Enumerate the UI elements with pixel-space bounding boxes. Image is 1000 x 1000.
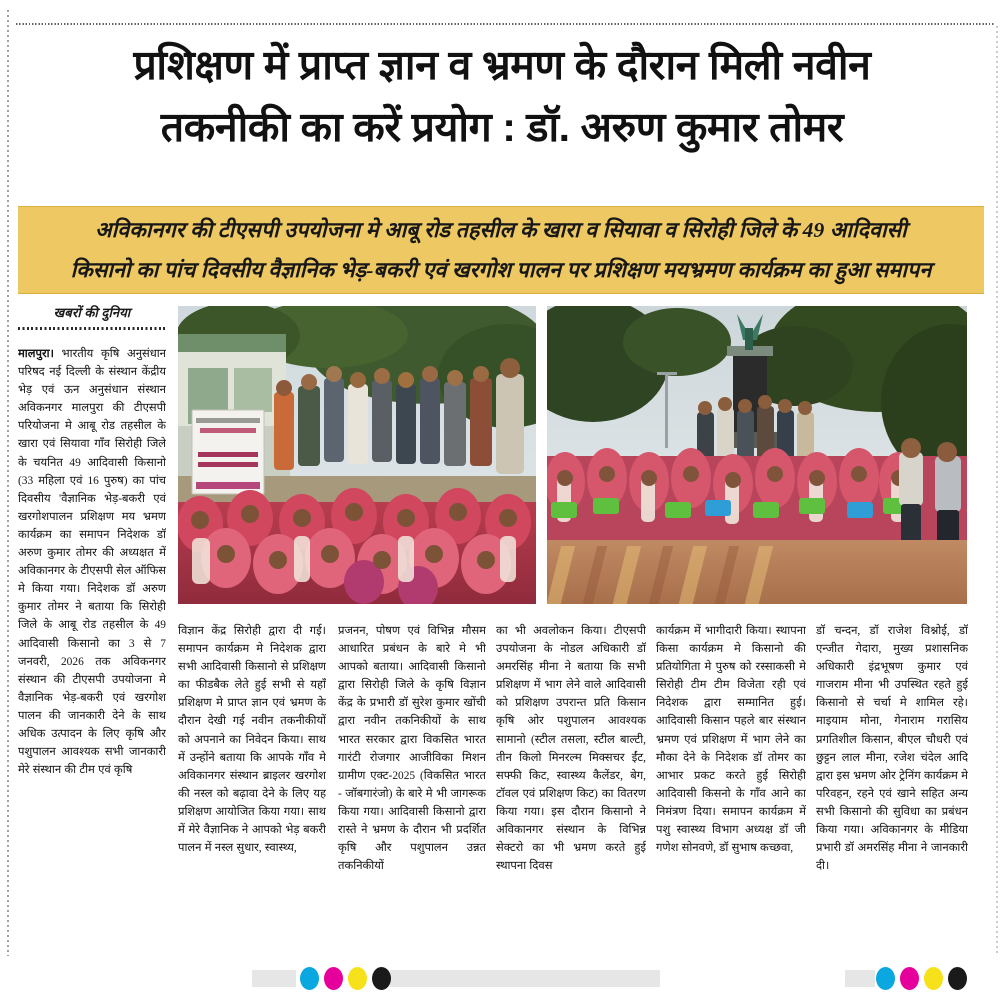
body-column-2: विज्ञान केंद्र सिरोही द्वारा दी गई। समापन कार्यक्रम मे निदेशक द्वारा सभी आदिवासी किसानो से प्रशिक्षण का फीडबैक लेते हुई सभी से यहाँ प्रशिक्षण मे प्राप्त ज्ञान एवं भ्रमण के दौरान देखी गई नवीन तकनीकीयों को अपनाने का निवेदन किया। साथ में उन्होंने बताया कि आपके गाँव मे अविकानगर संस्थान ब्राइलर खरगोश की नस्ल को बढ़ावा देने के लिए यह प्रशिक्षण आयोजित किया गया। साथ में मेरे वैज्ञानिक ने आपको भेड़ बकरी पालन में नस्ल सुधार, स्वास्थ्य, bbox=[178, 625, 326, 855]
registration-strip-right bbox=[845, 970, 875, 987]
body-column-3: प्रजनन, पोषण एवं विभिन्न मौसम आधारित प्रबंधन के बारे मे भी आपको बताया। आदिवासी किसानो द्वारा सिरोही जिले के कृषि विज्ञान केंद्र के प्रभारी डॉ सुरेश कुमार खोंची द्वारा नवीन तकनिकीयों के साथ भारत सरकार द्वारा विकसित भारत गारंटी रोजगार आजीविका मिशन ग्रामीण एक्ट-2025 (विकसित भारत - जॉबगारंजो) के बारे मे भी जागरूक किया गया। आदिवासी किसानो द्वारा रास्ते ने भ्रमण के दौरान भी प्रदर्शित कृषि और पशुपालन उन्नत तकनिकीयों bbox=[338, 625, 486, 873]
photo-group-with-banner bbox=[178, 306, 536, 604]
body-column-4: का भी अवलोकन किया। टीएसपी उपयोजना के नोडल अधिकारी डॉ अमरसिंह मीना ने बताया कि सभी प्रशिक्षण में भाग लेने वाले आदिवासी को प्रशिक्षण उपरान्त प्रति किसान कृषि ओर पशुपालन आवश्यक सामानो (स्टील तसला, स्टील बाल्टी, तीन किलो मिनरल्म मिक्सचर ईंट, सफ्फी किट, स्वास्थ्य कैलेंडर, बेग, टॉवल एवं प्रशिक्षण किट) का वितरण किया गया। इस दौरान किसानो ने अविकानगर संस्थान के विभिन्न सेक्टरो का भी भ्रमण करते हुई स्थापना दिवस bbox=[496, 625, 646, 873]
crop-mark-top bbox=[16, 23, 994, 25]
photo-left-graphic bbox=[178, 306, 536, 604]
black-dot-icon bbox=[948, 967, 967, 990]
yellow-dot-icon bbox=[348, 967, 367, 990]
registration-strip-center bbox=[390, 970, 660, 987]
kicker-block bbox=[18, 303, 166, 330]
subheading-line-2: किसानो का पांच दिवसीय वैज्ञानिक भेड़-बकरी एवं खरगोश पालन पर प्रशिक्षण मयभ्रमण कार्यक्रम का हुआ समापन bbox=[70, 258, 932, 282]
kicker-divider bbox=[18, 327, 166, 330]
headline-line-1: प्रशिक्षण में प्राप्त ज्ञान व भ्रमण के दौरान मिली नवीन bbox=[133, 42, 871, 88]
black-dot-icon bbox=[372, 967, 391, 990]
cyan-dot-icon bbox=[876, 967, 895, 990]
body-column-6: डॉ चन्दन, डॉ राजेश विश्नोई, डॉ एन्जीत गेदारा, मुख्य प्रशासनिक अधिकारी इंद्रभूषण कुमार एवं गाजराम मीना भी उपस्थित रहते हुई किसानो से चर्चा मे शामिल रहे। माइयाम मोना, गेनाराम गरासिय प्रगतिशील किसान, बीएल चौधरी एवं छुट्टन लाल मीना, रजेश चंदेल आदि द्वारा इस भ्रमण ओर ट्रेनिंग कार्यक्रम मे परिवहन, रहने एवं खाने सहित अन्य सभी किसानो की सुविधा का प्रबंधन किया गया। अविकानगर के मीडिया प्रभारी डॉ अमरसिंह मीना ने जानकारी दी। bbox=[816, 625, 968, 873]
headline-line-2: तकनीकी का करें प्रयोग : डॉ. अरुण कुमार तोमर bbox=[160, 104, 844, 150]
subheading-banner bbox=[18, 206, 984, 294]
body-column-5: कार्यक्रम में भागीदारी किया। स्थापना किसा कार्यक्रम मे किसानो की प्रतियोगिता मे पुरुष को रस्साकसी मे सिरोही टीम टीम विजेता रही एवं निदेशक द्वारा सम्मानित हुई। आदिवासी किसान पहले बार संस्थान भ्रमण एवं प्रशिक्षण में भाग लेने का मौका देने के निदेशक डॉ तोमर का आभार प्रकट करते हुई सिरोही आदिवासी किसनो के गाँव आने का निमंत्रण दिया। समापन कार्यक्रम में पशु स्वास्थ्य विभाग अध्यक्ष डॉ जी गणेश सोनवणे, डॉ सुभाष कच्छवा, bbox=[656, 625, 806, 855]
photo-right-graphic bbox=[547, 306, 967, 604]
registration-strip-left bbox=[252, 970, 296, 987]
subheading-line-1: अविकानगर की टीएसपी उपयोजना मे आबू रोड तहसील के खारा व सियावा व सिरोही जिले के 49 आदिवासी bbox=[95, 218, 907, 242]
headline bbox=[18, 34, 986, 158]
kicker-label: खबरों की दुनिया bbox=[53, 305, 131, 320]
crop-mark-left bbox=[7, 10, 9, 956]
print-registration-bar bbox=[0, 966, 1000, 992]
photo-group-at-monument bbox=[547, 306, 967, 604]
body-text-1: भारतीय कृषि अनुसंधान परिषद नई दिल्ली के संस्थान केंद्रीय भेड़ एवं ऊन अनुसंधान संस्थान अविकनगर मालपुरा की टीएसपी परियोजना मे आबू रोड तहसील के खारा एवं सियावा गाँव सिरोही जिले के चयनित 49 आदिवासी किसानो (33 महिला एवं 16 पुरुष) का पांच दिवसीय 'वैज्ञानिक भेड़-बकरी एवं खरगोशपालन प्रशिक्षण मय भ्रमण कार्यक्रम का समापन निदेशक डॉ अरुण कुमार तोमर की अध्यक्षत में अविकानगर के टीएसपी सेल ऑफिस मे किया गया। निदेशक डॉ अरुण कुमार तोमर ने बताया कि सिरोही जिले के आबू रोड तहसील के 49 आदिवासी किसानो का 3 से 7 जनवरी, 2026 तक अविकनगर संस्थान की टीएसपी उपयोजना मे वैज्ञानिक भेड़-बकरी एवं खरगोश पालन की जानकारी देने के साथ अधिक उत्पादन के लिए कृषि और पशुपालन आवश्यक सभी जानकारी मेरे संस्थान की टीम एवं कृषि bbox=[18, 348, 166, 777]
yellow-dot-icon bbox=[924, 967, 943, 990]
dateline: मालपुरा। bbox=[18, 348, 54, 360]
cmyk-registration-group-left bbox=[300, 966, 390, 991]
magenta-dot-icon bbox=[324, 967, 343, 990]
body-column-1 bbox=[18, 345, 166, 955]
cyan-dot-icon bbox=[300, 967, 319, 990]
cmyk-registration-group-right bbox=[876, 966, 966, 991]
magenta-dot-icon bbox=[900, 967, 919, 990]
crop-mark-right bbox=[996, 26, 998, 956]
